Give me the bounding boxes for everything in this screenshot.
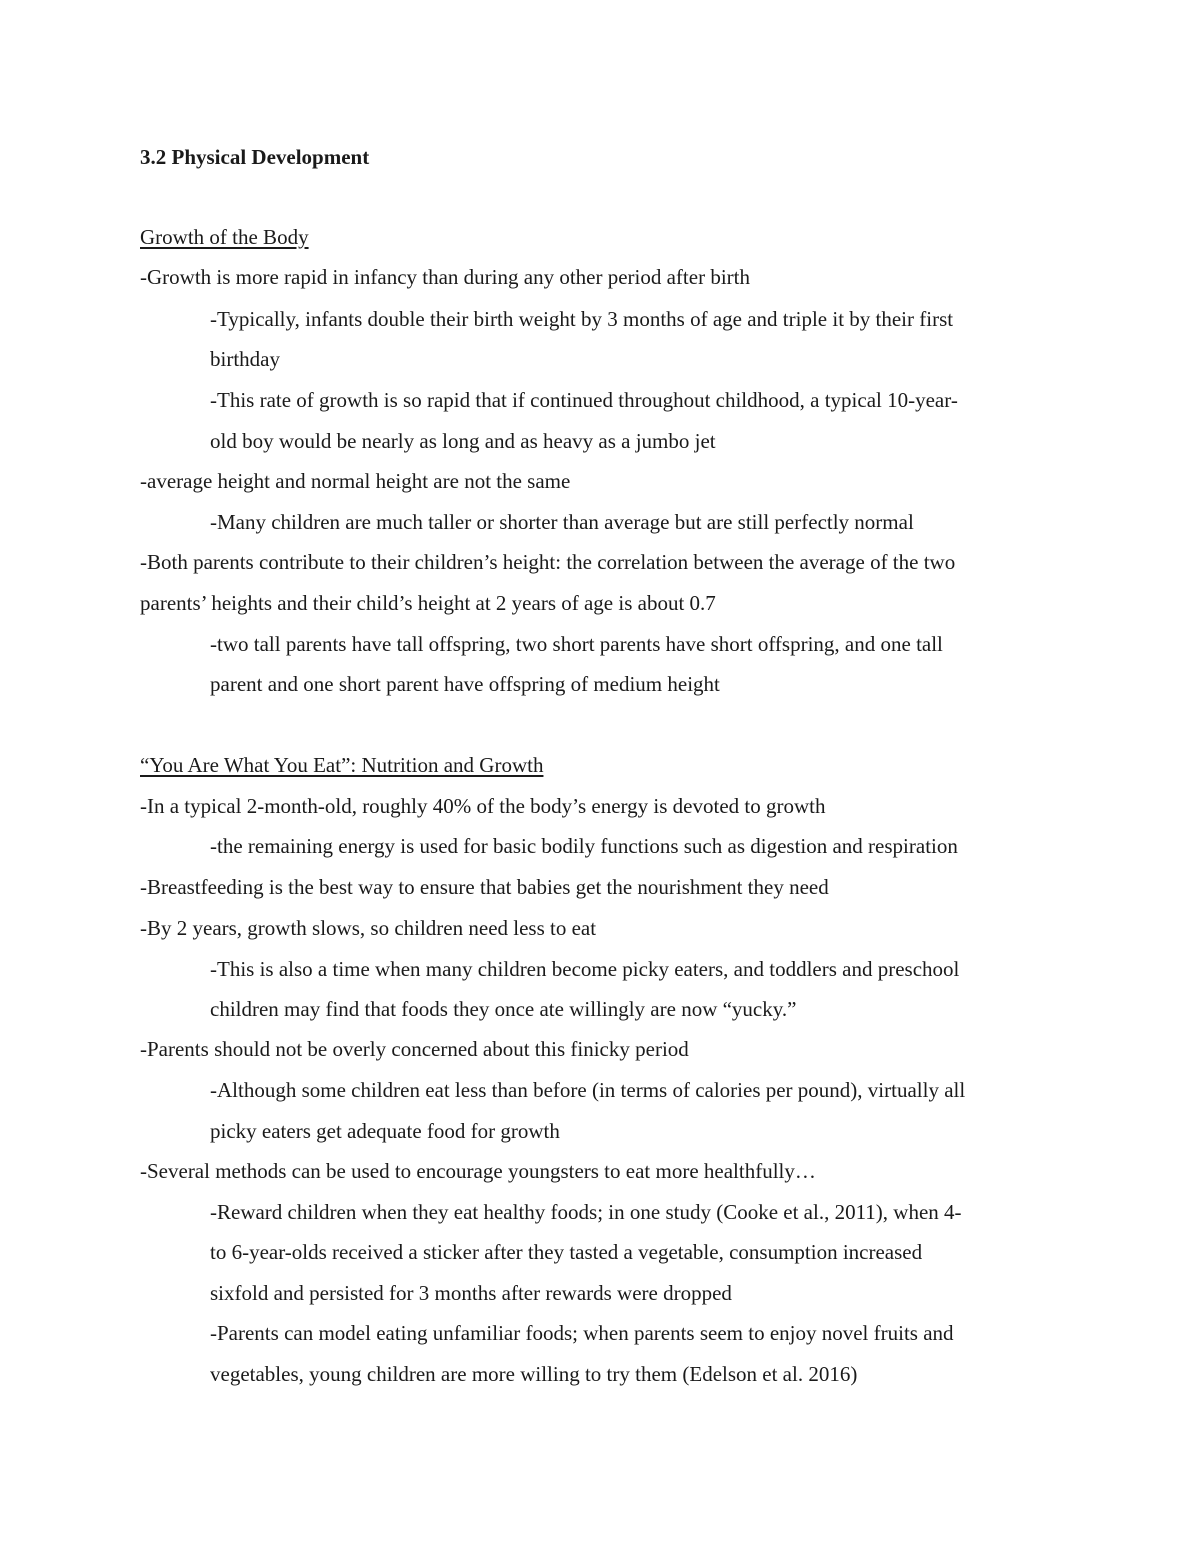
text-line: -This rate of growth is so rapid that if continued throughout childhood, a typical 10-year- <box>210 388 958 412</box>
text-line: picky eaters get adequate food for growth <box>210 1119 560 1143</box>
text-line: -Reward children when they eat healthy foods; in one study (Cooke et al., 2011), when 4- <box>210 1200 962 1224</box>
text-line: parent and one short parent have offspring of medium height <box>210 672 720 696</box>
text-line: -Many children are much taller or shorter than average but are still perfectly normal <box>210 510 914 534</box>
text-line: -In a typical 2-month-old, roughly 40% of the body’s energy is devoted to growth <box>140 794 826 818</box>
text-line: -Both parents contribute to their children’s height: the correlation between the average of the two <box>140 550 956 574</box>
text-line: to 6-year-olds received a sticker after they tasted a vegetable, consumption increased <box>210 1240 923 1264</box>
text-line: sixfold and persisted for 3 months after rewards were dropped <box>210 1281 732 1305</box>
page-title: 3.2 Physical Development <box>140 145 370 169</box>
section-heading-growth-of-the-body: Growth of the Body <box>140 225 309 249</box>
text-line: -Parents should not be overly concerned about this finicky period <box>140 1037 689 1061</box>
text-line: old boy would be nearly as long and as heavy as a jumbo jet <box>210 429 716 453</box>
text-line: vegetables, young children are more willing to try them (Edelson et al. 2016) <box>210 1362 858 1386</box>
section-heading-nutrition-and-growth: “You Are What You Eat”: Nutrition and Growth <box>140 753 544 777</box>
text-line: -Although some children eat less than before (in terms of calories per pound), virtually all <box>210 1078 966 1102</box>
text-line: parents’ heights and their child’s height at 2 years of age is about 0.7 <box>140 591 716 615</box>
text-line: birthday <box>210 347 280 371</box>
text-line: -the remaining energy is used for basic bodily functions such as digestion and respiration <box>210 834 958 858</box>
text-line: -Growth is more rapid in infancy than during any other period after birth <box>140 265 750 289</box>
text-line: children may find that foods they once ate willingly are now “yucky.” <box>210 997 797 1021</box>
text-line: -Breastfeeding is the best way to ensure that babies get the nourishment they need <box>140 875 829 899</box>
text-line: -two tall parents have tall offspring, two short parents have short offspring, and one tall <box>210 632 943 656</box>
text-line: -Several methods can be used to encourage youngsters to eat more healthfully… <box>140 1159 816 1183</box>
text-line: -Typically, infants double their birth weight by 3 months of age and triple it by their first <box>210 307 954 331</box>
text-line: -By 2 years, growth slows, so children need less to eat <box>140 916 597 940</box>
text-line: -average height and normal height are not the same <box>140 469 571 493</box>
text-line: -This is also a time when many children become picky eaters, and toddlers and preschool <box>210 957 960 981</box>
text-line: -Parents can model eating unfamiliar foods; when parents seem to enjoy novel fruits and <box>210 1321 954 1345</box>
